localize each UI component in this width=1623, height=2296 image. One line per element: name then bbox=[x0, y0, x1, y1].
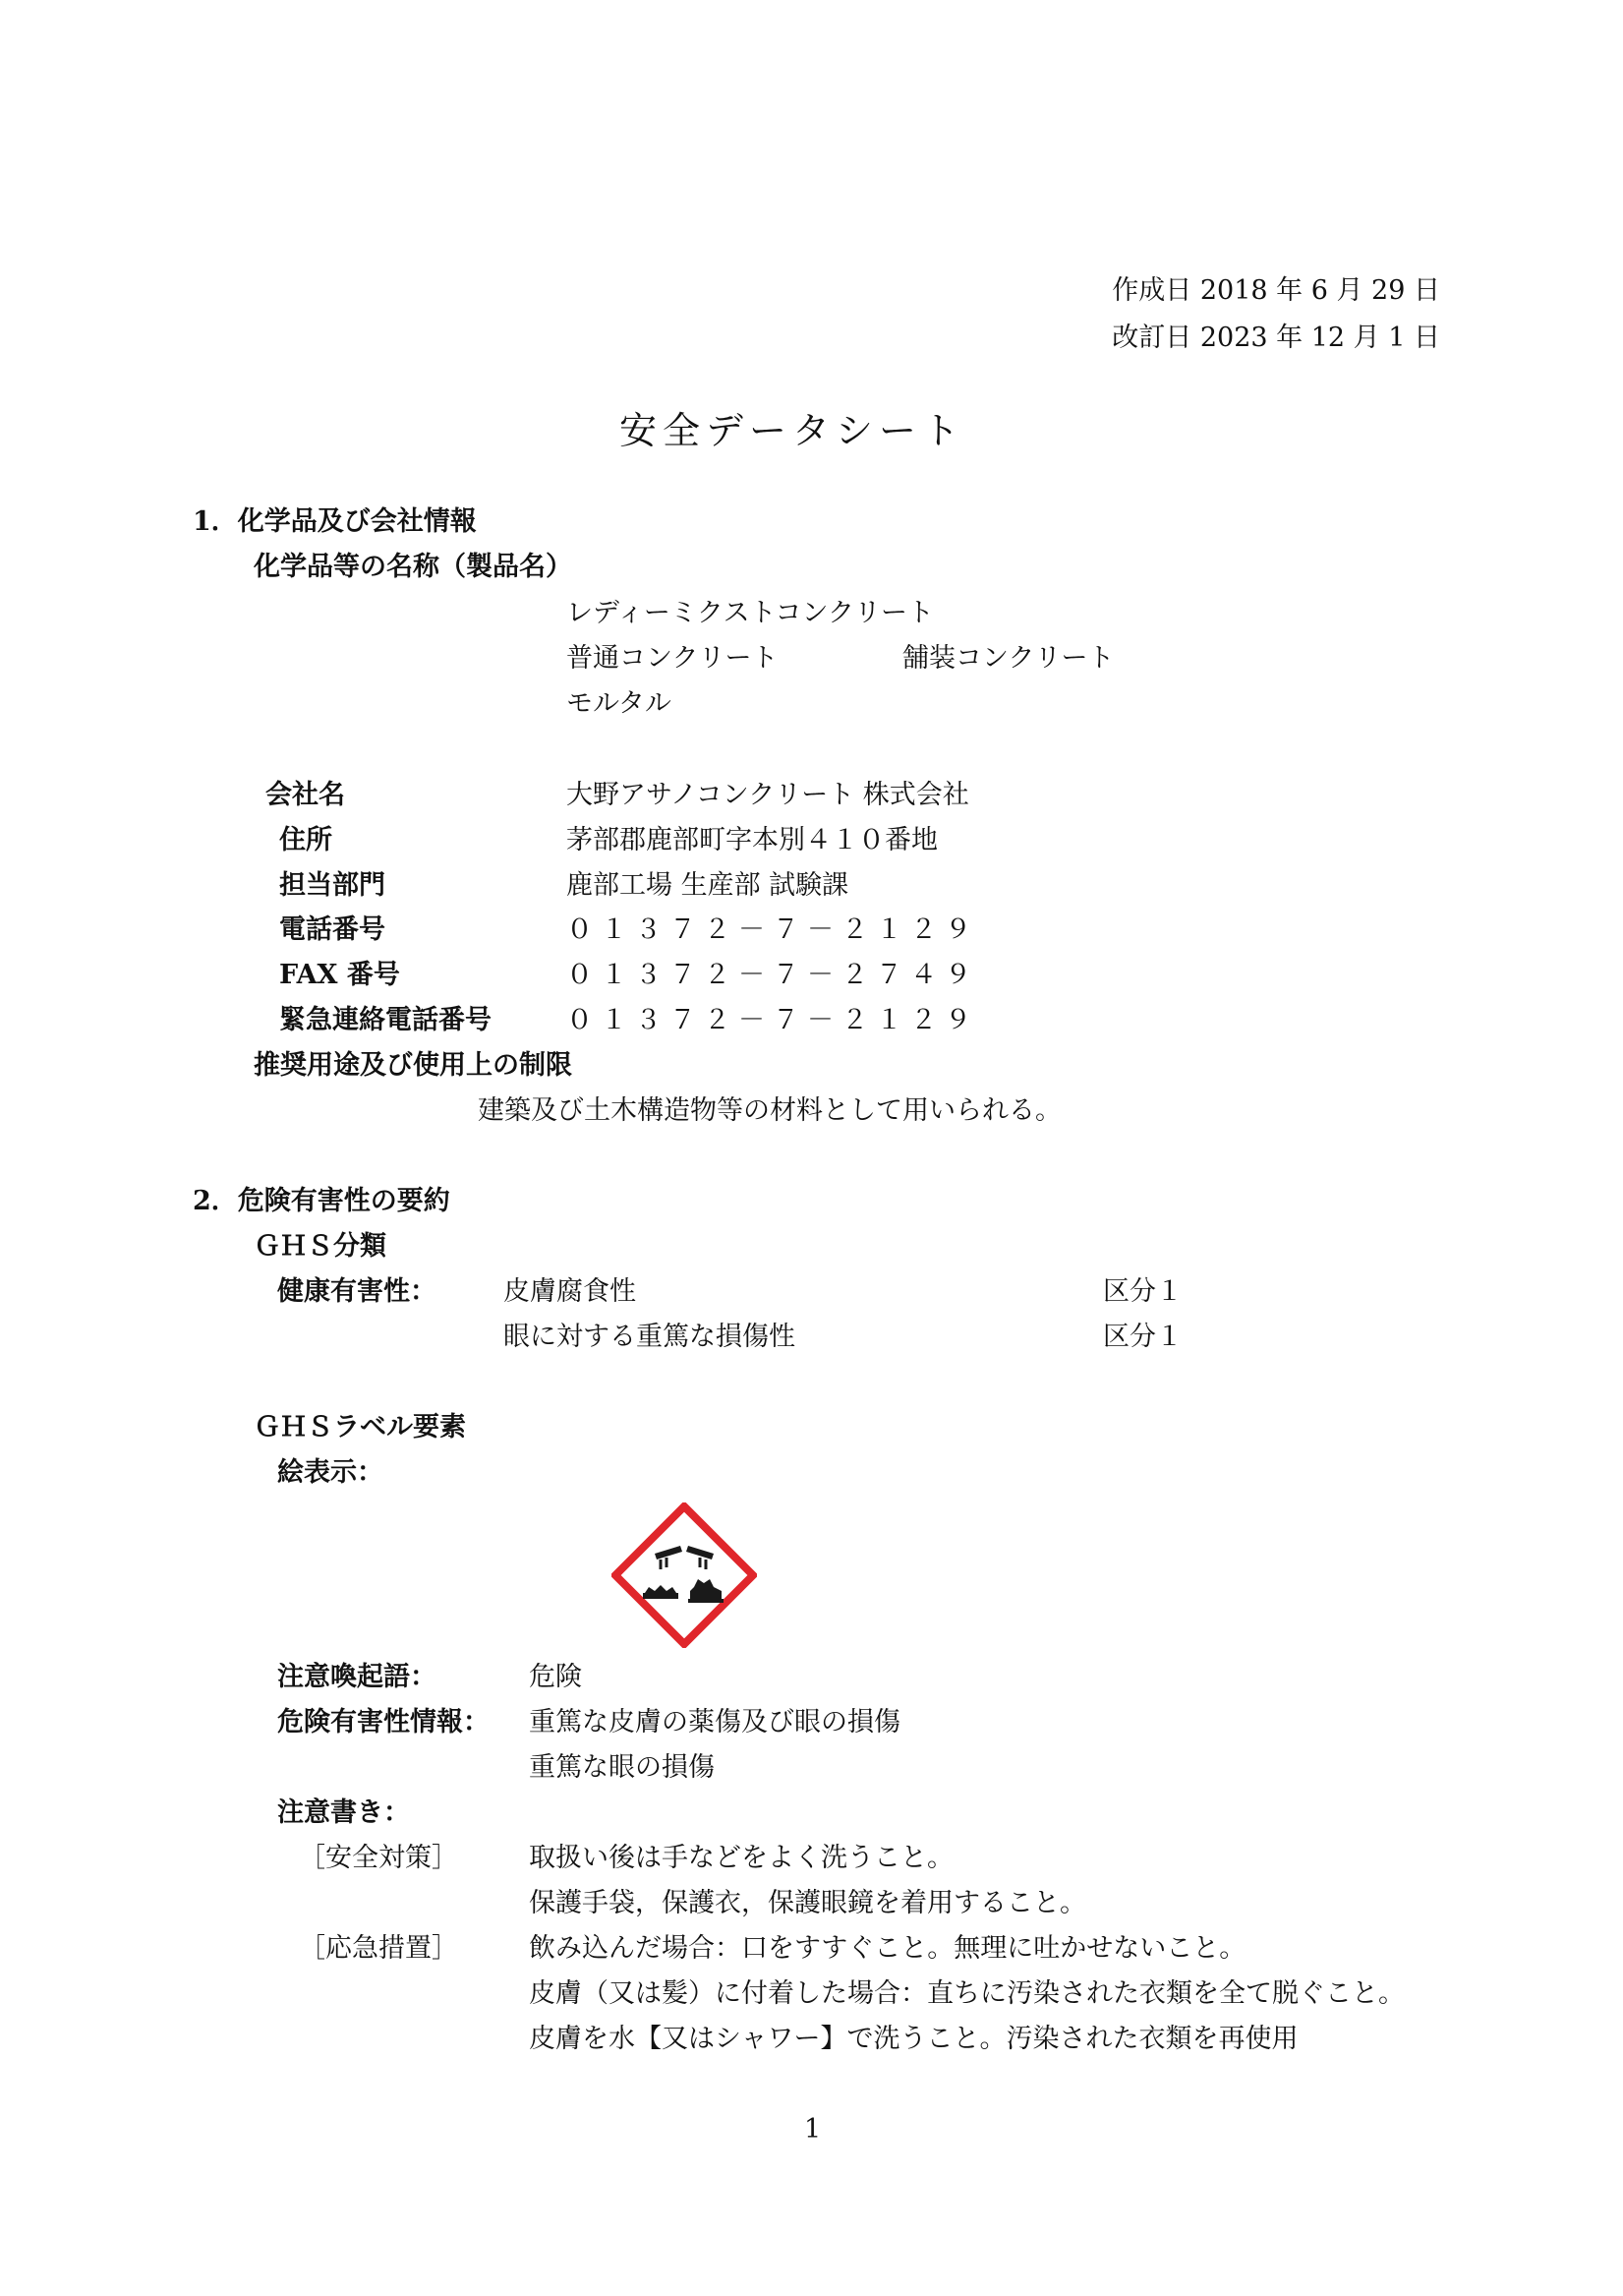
product-line-3: 舗装コンクリート bbox=[902, 643, 1115, 674]
hazard-category-1: 区分１ bbox=[1103, 1276, 1183, 1307]
created-date: 作成日 2018 年 6 月 29 日 bbox=[1112, 275, 1440, 306]
hazard-info-label: 危険有害性情報： bbox=[277, 1707, 490, 1737]
department-value: 鹿部工場 生産部 試験課 bbox=[566, 870, 849, 901]
fax-label: FAX 番号 bbox=[279, 960, 400, 990]
recommended-use-label: 推奨用途及び使用上の制限 bbox=[254, 1050, 572, 1081]
company-label: 会社名 bbox=[265, 780, 345, 810]
page-number: 1 bbox=[804, 2114, 822, 2145]
hazard-info-2: 重篤な眼の損傷 bbox=[529, 1752, 715, 1783]
department-label: 担当部門 bbox=[279, 870, 385, 901]
address-value: 茅部郡鹿部町字本別４１０番地 bbox=[566, 825, 938, 855]
safety-line-2: 保護手袋，保護衣，保護眼鏡を着用すること。 bbox=[529, 1888, 1086, 1918]
page-title: 安全データシート bbox=[619, 409, 966, 452]
product-line-2: 普通コンクリート bbox=[566, 643, 779, 674]
hazard-category-2: 区分１ bbox=[1103, 1322, 1183, 1352]
phone-value: ０１３７２－７－２１２９ bbox=[566, 914, 979, 945]
safety-line-1: 取扱い後は手などをよく洗うこと。 bbox=[529, 1843, 954, 1873]
address-label: 住所 bbox=[279, 825, 332, 855]
first-aid-line-3: 皮膚を水【又はシャワー】で洗うこと。汚染された衣類を再使用 bbox=[529, 2024, 1299, 2054]
signal-word-label: 注意喚起語： bbox=[277, 1662, 436, 1692]
corrosion-pictogram-icon bbox=[611, 1502, 757, 1648]
health-hazard-label: 健康有害性： bbox=[277, 1276, 436, 1307]
product-line-4: モルタル bbox=[566, 688, 671, 719]
emergency-phone-label: 緊急連絡電話番号 bbox=[279, 1005, 492, 1035]
first-aid-line-2: 皮膚（又は髪）に付着した場合：直ちに汚染された衣類を全て脱ぐこと。 bbox=[529, 1978, 1405, 2009]
product-name-label: 化学品等の名称（製品名） bbox=[254, 552, 572, 582]
first-aid-line-1: 飲み込んだ場合：口をすすぐこと。無理に吐かせないこと。 bbox=[529, 1933, 1246, 1964]
recommended-use-value: 建築及び土木構造物等の材料として用いられる。 bbox=[478, 1095, 1062, 1126]
phone-label: 電話番号 bbox=[279, 914, 385, 945]
hazard-info-1: 重篤な皮膚の薬傷及び眼の損傷 bbox=[529, 1707, 900, 1737]
hazard-name-1: 皮膚腐食性 bbox=[503, 1276, 636, 1307]
company-value: 大野アサノコンクリート 株式会社 bbox=[566, 780, 969, 810]
section2-heading: 2．危険有害性の要約 bbox=[193, 1186, 450, 1216]
revised-date: 改訂日 2023 年 12 月 1 日 bbox=[1112, 323, 1440, 353]
first-aid-label: ［応急措置］ bbox=[299, 1933, 458, 1964]
ghs-classification-label: ＧＨＳ分類 bbox=[254, 1231, 386, 1262]
emergency-phone-value: ０１３７２－７－２１２９ bbox=[566, 1005, 979, 1035]
pictogram-label: 絵表示： bbox=[277, 1457, 383, 1488]
section1-heading: 1．化学品及び会社情報 bbox=[193, 506, 477, 537]
precautionary-label: 注意書き： bbox=[277, 1797, 410, 1828]
hazard-name-2: 眼に対する重篤な損傷性 bbox=[503, 1322, 795, 1352]
safety-measures-label: ［安全対策］ bbox=[299, 1843, 458, 1873]
fax-value: ０１３７２－７－２７４９ bbox=[566, 960, 979, 990]
product-line-1: レディーミクストコンクリート bbox=[566, 598, 934, 628]
signal-word-value: 危険 bbox=[529, 1662, 582, 1692]
ghs-label-elements-label: ＧＨＳラベル要素 bbox=[254, 1412, 466, 1442]
